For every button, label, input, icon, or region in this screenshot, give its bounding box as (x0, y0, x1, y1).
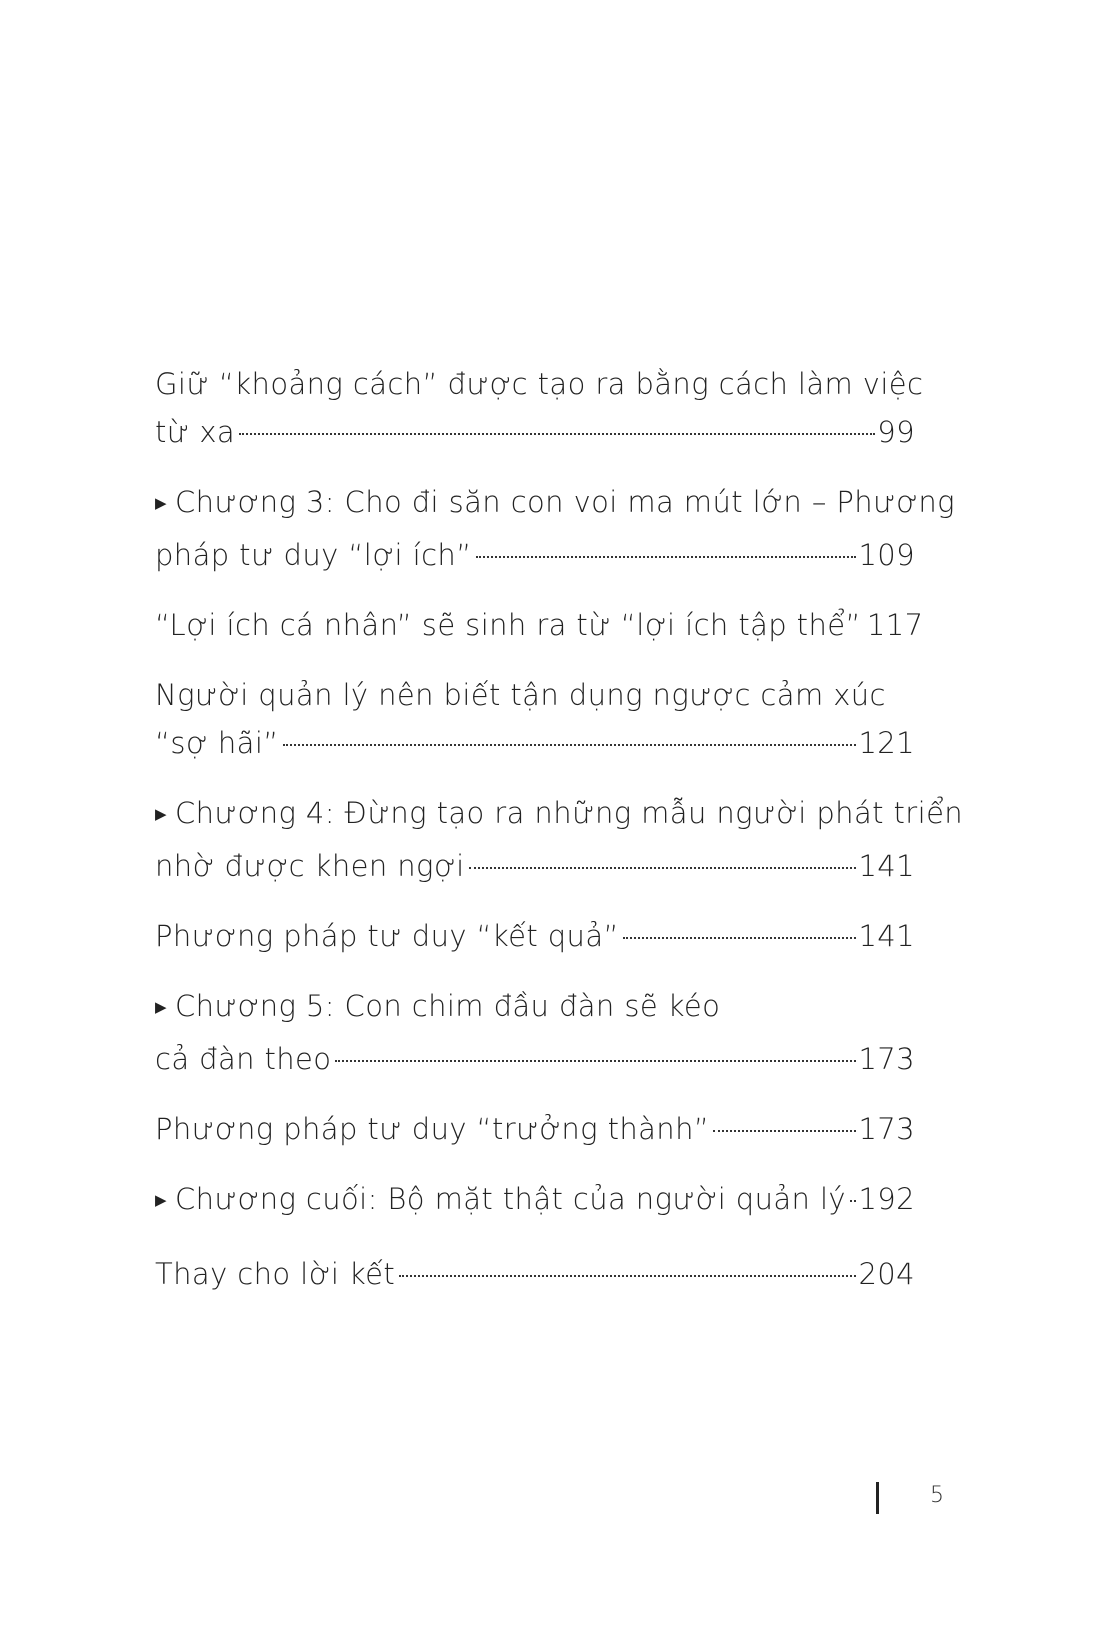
toc-page-number: 141 (858, 849, 915, 883)
toc-entry-text: Chương 5: Con chim đầu đàn sẽ kéo (174, 989, 721, 1023)
toc-entry-text: Giữ “khoảng cách” được tạo ra bằng cách làm việc (155, 367, 924, 401)
toc-page-number: 117 (866, 608, 924, 642)
triangle-right-icon: ▶ (155, 1191, 167, 1209)
toc-entry-title (155, 360, 924, 408)
toc-entry-text: cả đàn theo (155, 1042, 332, 1076)
toc-page-number: 204 (858, 1257, 915, 1291)
dot-leader (335, 1060, 856, 1062)
dot-leader (476, 556, 857, 558)
dot-leader (239, 433, 875, 435)
dot-leader (469, 867, 857, 869)
toc-chapter-entry[interactable] (155, 1175, 915, 1228)
toc-entry[interactable] (155, 1105, 915, 1153)
toc-entry[interactable] (155, 360, 924, 456)
toc-entry-text: nhờ được khen ngợi (155, 849, 465, 883)
toc-entry-text: Phương pháp tư duy “kết quả” (155, 919, 619, 953)
toc-page-number: 99 (877, 415, 915, 449)
toc-entry-text: Người quản lý nên biết tận dụng ngược cảm xúc (155, 678, 886, 712)
toc-entry[interactable] (155, 671, 915, 767)
triangle-right-icon: ▶ (155, 494, 167, 512)
page-number: 5 (930, 1483, 944, 1508)
toc-entry-text: pháp tư duy “lợi ích” (155, 538, 472, 572)
toc-entry-text: Chương cuối: Bộ mặt thật của người quản lý (174, 1182, 846, 1216)
table-of-contents (155, 360, 964, 1298)
toc-entry-text: Thay cho lời kết (155, 1257, 396, 1291)
triangle-right-icon: ▶ (155, 998, 167, 1016)
toc-page-number: 121 (858, 726, 915, 760)
dot-leader (283, 744, 857, 746)
toc-entry-text: Chương 4: Đừng tạo ra những mẫu người phát triển (174, 796, 964, 830)
dot-leader (850, 1200, 856, 1202)
toc-entry[interactable] (155, 601, 924, 649)
toc-entry-text: từ xa (155, 415, 236, 449)
toc-entry-text: Phương pháp tư duy “trưởng thành” (155, 1112, 710, 1146)
dot-leader (623, 937, 857, 939)
toc-page-number: 141 (858, 919, 915, 953)
toc-entry-text: Chương 3: Cho đi săn con voi ma mút lớn – Phương (174, 485, 955, 519)
footer-divider (876, 1482, 879, 1514)
toc-page-number: 173 (858, 1042, 915, 1076)
toc-entry-text: “sợ hãi” (155, 726, 279, 760)
triangle-right-icon: ▶ (155, 805, 167, 823)
toc-entry-text: “Lợi ích cá nhân” sẽ sinh ra từ “lợi ích tập thể” (155, 608, 861, 642)
toc-entry[interactable] (155, 1250, 915, 1298)
toc-page-number: 109 (858, 538, 915, 572)
toc-page-number: 173 (858, 1112, 915, 1146)
toc-chapter-entry[interactable] (155, 982, 915, 1083)
dot-leader (399, 1275, 856, 1277)
toc-entry[interactable] (155, 912, 915, 960)
toc-chapter-entry[interactable] (155, 789, 964, 890)
dot-leader (713, 1130, 856, 1132)
toc-page-number: 192 (858, 1182, 915, 1216)
toc-chapter-entry[interactable] (155, 478, 955, 579)
